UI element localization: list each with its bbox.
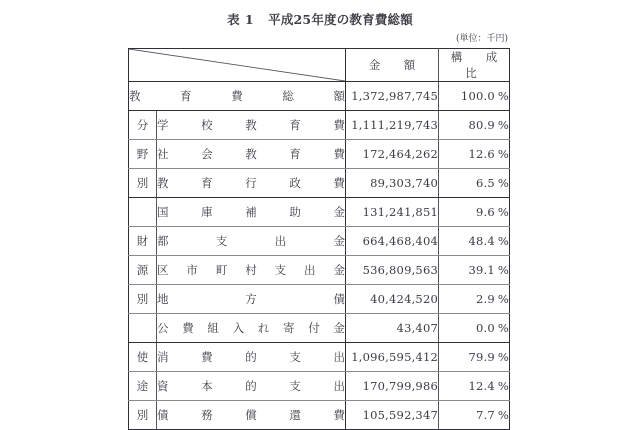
row-label-char-4: 出	[333, 350, 345, 364]
row-label-total	[129, 82, 346, 111]
row-label-char-3: 育	[289, 147, 301, 161]
education-expense-table	[128, 48, 521, 430]
row-label-char-5: 出	[304, 263, 316, 277]
row-amount: 43,407	[346, 314, 439, 343]
row-label-char-3: 支	[289, 350, 301, 364]
total-label-char-2: 費	[231, 89, 243, 103]
row-label-char-6: 付	[308, 321, 320, 335]
row-ratio	[439, 401, 510, 430]
row-label-char-0: 地	[157, 292, 169, 306]
row-label-char-3: 支	[289, 379, 301, 393]
table-row-total	[129, 82, 510, 111]
row-ratio	[439, 372, 510, 401]
row-label-justified	[157, 407, 345, 423]
table-row	[129, 169, 510, 198]
row-ratio-unit: %	[497, 379, 509, 393]
row-label-char-2: 補	[245, 205, 257, 219]
total-label-char-4: 額	[333, 89, 345, 103]
row-ratio-unit: %	[497, 408, 509, 422]
row-amount: 536,809,563	[346, 256, 439, 285]
row-ratio-unit: %	[497, 321, 509, 335]
row-label-char-4: 費	[333, 118, 345, 132]
row-ratio	[439, 169, 510, 198]
row-label-justified	[157, 117, 345, 133]
row-label-char-3: 村	[245, 263, 257, 277]
row-ratio-value: 2.9	[475, 292, 495, 306]
row-ratio-total-unit: %	[497, 89, 509, 103]
education-expense-table-container	[128, 48, 521, 430]
row-ratio-unit: %	[497, 118, 509, 132]
row-label-char-0: 区	[157, 263, 169, 277]
row-ratio-unit: %	[497, 205, 509, 219]
row-label-char-3: 政	[289, 176, 301, 190]
row-label	[157, 140, 346, 169]
row-label-char-2: 町	[215, 263, 228, 277]
group-label-cell	[129, 198, 157, 227]
row-ratio-value: 7.7	[475, 408, 495, 422]
row-label-char-1: 会	[201, 147, 213, 161]
row-ratio-total-value: 100.0	[460, 89, 495, 103]
row-label-justified	[157, 291, 345, 307]
row-label-char-4: 費	[333, 147, 345, 161]
column-header-amount-label: 金 額	[368, 58, 422, 72]
row-ratio-unit: %	[497, 234, 509, 248]
row-ratio	[439, 256, 510, 285]
group-label-cell: 使	[129, 343, 157, 372]
row-label-justified	[157, 146, 345, 162]
row-label-char-1: 方	[245, 292, 257, 306]
row-label-char-4: 支	[274, 263, 287, 277]
row-label-char-1: 本	[201, 379, 213, 393]
row-ratio-value: 12.6	[468, 147, 495, 161]
row-ratio-total	[439, 82, 510, 111]
row-label-char-3: 入	[232, 321, 245, 335]
table-row	[129, 314, 510, 343]
row-ratio-value: 6.5	[475, 176, 495, 190]
row-amount: 1,096,595,412	[346, 343, 439, 372]
row-label	[157, 198, 346, 227]
row-label-char-0: 公	[157, 321, 169, 335]
row-label-justified	[157, 233, 345, 249]
row-amount: 89,303,740	[346, 169, 439, 198]
row-label-char-1: 校	[201, 118, 213, 132]
row-ratio-unit: %	[497, 176, 509, 190]
row-label-char-0: 国	[157, 205, 169, 219]
row-label-char-4: 費	[333, 176, 345, 190]
row-ratio-value: 9.6	[475, 205, 495, 219]
total-label-char-3: 総	[282, 89, 294, 103]
group-label-cell: 別	[129, 285, 157, 314]
row-ratio	[439, 343, 510, 372]
row-label-char-2: 組	[207, 321, 219, 335]
row-amount: 172,464,262	[346, 140, 439, 169]
table-number: 表 1	[227, 12, 255, 27]
row-label-char-0: 教	[157, 176, 169, 190]
row-label	[157, 169, 346, 198]
row-ratio-value: 0.0	[475, 321, 495, 335]
group-label-cell: 源	[129, 256, 157, 285]
row-label-char-2: 教	[245, 147, 257, 161]
total-label-char-1: 育	[180, 89, 192, 103]
row-ratio	[439, 285, 510, 314]
row-label-justified	[157, 320, 345, 336]
row-ratio-value: 80.9	[468, 118, 495, 132]
row-ratio-value: 39.1	[468, 263, 495, 277]
row-label	[157, 372, 346, 401]
row-amount: 1,111,219,743	[346, 111, 439, 140]
row-label-char-0: 消	[157, 350, 169, 364]
table-row	[129, 140, 510, 169]
row-amount: 170,799,986	[346, 372, 439, 401]
row-label-justified	[157, 204, 345, 220]
table-row	[129, 372, 510, 401]
row-amount: 131,241,851	[346, 198, 439, 227]
row-label-char-1: 務	[201, 408, 213, 422]
row-ratio-unit: %	[497, 147, 509, 161]
table-header-row	[129, 49, 510, 82]
total-label-char-0: 教	[129, 89, 141, 103]
row-ratio	[439, 111, 510, 140]
row-label-char-0: 債	[157, 408, 169, 422]
row-label-char-6: 金	[333, 263, 345, 277]
row-label-char-4: 出	[333, 379, 345, 393]
row-label-char-1: 庫	[201, 205, 213, 219]
row-label-justified	[157, 262, 345, 278]
row-amount-total: 1,372,987,745	[346, 82, 439, 111]
row-label-char-1: 費	[201, 350, 213, 364]
row-label-justified	[157, 378, 345, 394]
row-label-char-0: 都	[157, 234, 169, 248]
row-ratio-unit: %	[497, 350, 509, 364]
unit-note: (単位：千円)	[455, 34, 508, 44]
table-row	[129, 227, 510, 256]
table-row	[129, 343, 510, 372]
row-label	[157, 314, 346, 343]
row-amount: 40,424,520	[346, 285, 439, 314]
group-label-cell: 別	[129, 169, 157, 198]
row-label-char-4: 費	[333, 408, 345, 422]
row-label-char-7: 金	[333, 321, 345, 335]
column-header-ratio	[439, 49, 521, 82]
row-label-char-5: 寄	[283, 321, 295, 335]
row-ratio-unit: %	[497, 263, 509, 277]
row-label-char-3: 育	[289, 118, 301, 132]
row-label-justified	[157, 349, 345, 365]
table-row	[129, 256, 510, 285]
row-label-char-3: 還	[289, 408, 301, 422]
row-amount: 105,592,347	[346, 401, 439, 430]
table-body	[129, 49, 521, 430]
header-diagonal-cell	[129, 49, 346, 82]
row-label-char-3: 助	[289, 205, 301, 219]
row-label	[157, 401, 346, 430]
group-label-cell	[129, 314, 157, 343]
row-label-char-0: 資	[157, 379, 169, 393]
row-label-char-2: 行	[245, 176, 257, 190]
row-label	[157, 111, 346, 140]
row-label-char-0: 社	[157, 147, 169, 161]
column-header-ratio-label: 構 成 比	[450, 50, 521, 80]
row-ratio-unit: %	[497, 292, 509, 306]
row-ratio-value: 12.4	[468, 379, 495, 393]
row-label-char-2: 的	[245, 350, 257, 364]
diagonal-line-icon	[129, 49, 345, 81]
row-label-char-1: 支	[215, 234, 228, 248]
row-label-char-1: 育	[201, 176, 213, 190]
row-label-char-2: 的	[245, 379, 257, 393]
row-label-char-2: 出	[274, 234, 287, 248]
row-label-total-justified	[129, 88, 345, 104]
row-ratio-value: 79.9	[468, 350, 495, 364]
group-label-cell: 野	[129, 140, 157, 169]
table-row	[129, 111, 510, 140]
table-title-text: 平成25年度の教育費総額	[268, 12, 413, 27]
row-label-char-4: れ	[257, 321, 270, 335]
group-label-cell: 財	[129, 227, 157, 256]
row-label-char-2: 償	[245, 408, 257, 422]
row-label-char-4: 金	[333, 205, 345, 219]
row-label-justified	[157, 175, 345, 191]
row-label-char-2: 教	[245, 118, 257, 132]
row-label	[157, 227, 346, 256]
row-label-char-2: 債	[333, 292, 345, 306]
row-ratio	[439, 198, 510, 227]
row-label-char-1: 費	[182, 321, 194, 335]
column-header-amount	[346, 49, 439, 82]
row-label-char-0: 学	[157, 118, 169, 132]
table-row	[129, 401, 510, 430]
row-amount: 664,468,404	[346, 227, 439, 256]
table-row	[129, 285, 510, 314]
row-ratio	[439, 227, 510, 256]
row-label	[157, 256, 346, 285]
group-label-cell: 分	[129, 111, 157, 140]
row-label-char-3: 金	[333, 234, 345, 248]
group-label-cell: 途	[129, 372, 157, 401]
group-label-cell: 別	[136, 408, 149, 422]
row-label	[157, 285, 346, 314]
row-label	[157, 343, 346, 372]
row-label-char-1: 市	[186, 263, 198, 277]
table-title	[0, 9, 640, 28]
table-row	[129, 198, 510, 227]
row-ratio-value: 48.4	[468, 234, 495, 248]
row-ratio	[439, 314, 510, 343]
row-ratio	[439, 140, 510, 169]
